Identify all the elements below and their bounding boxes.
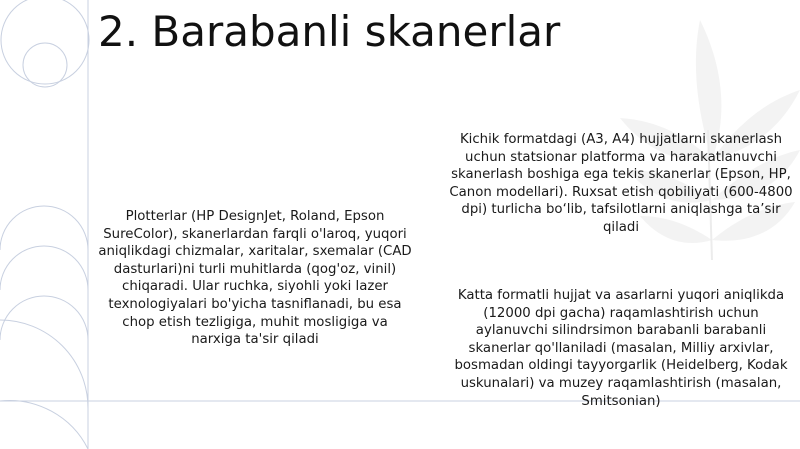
arch-outline-decoration [0, 246, 88, 290]
paragraph-drum-scanners: Katta formatli hujjat va asarlarni yuqori aniqlikda (12000 dpi gacha) raqamlashtirish uchun aylanuvchi silindrsimon barabanli barabanli skanerlar qo'llaniladi (masalan, Milliy arxivlar, bosmadan oldingi tayyorgarlik (Heidelberg, Kodak uskunalari) va muzey raqamlashtirish (masalan, Smitsonian) [454, 288, 788, 409]
quarter-arc-decoration-2 [0, 320, 88, 408]
paragraph-flatbed-scanners: Kichik formatdagi (A3, A4) hujjatlarni skanerlash uchun statsionar platforma va harakatlanuvchi skanerlash boshiga ega tekis skanerlar (Epson, HP, Canon modellari). Ruxsat etish qobiliyati (600-4800 dpi) turlicha bo‘lib, tafsilotlarni aniqlashga ta’sir qiladi [449, 132, 793, 235]
circle-outline-decoration [1, 0, 89, 84]
quarter-arc-decoration [0, 401, 88, 449]
paragraph-plotters: Plotterlar (HP DesignJet, Roland, Epson SureColor), skanerlardan farqli o'laroq, yuqori aniqlikdagi chizmalar, xaritalar, sxemalar (CAD dasturlari)ni turli muhitlarda (qog'oz, vinil) chiqaradi. Ular ruchka, siyohli yoki lazer texnologiyalari bo'yicha tasniflanadi, bu esa chop etish tezligiga, muhit mosligiga va narxiga ta'sir qiladi [98, 209, 412, 348]
arch-outline-decoration-3 [0, 296, 88, 340]
slide-title: 2. Barabanli skanerlar [98, 7, 561, 56]
arch-outline-decoration-2 [0, 206, 88, 250]
circle-outline-decoration-inner [23, 43, 67, 87]
